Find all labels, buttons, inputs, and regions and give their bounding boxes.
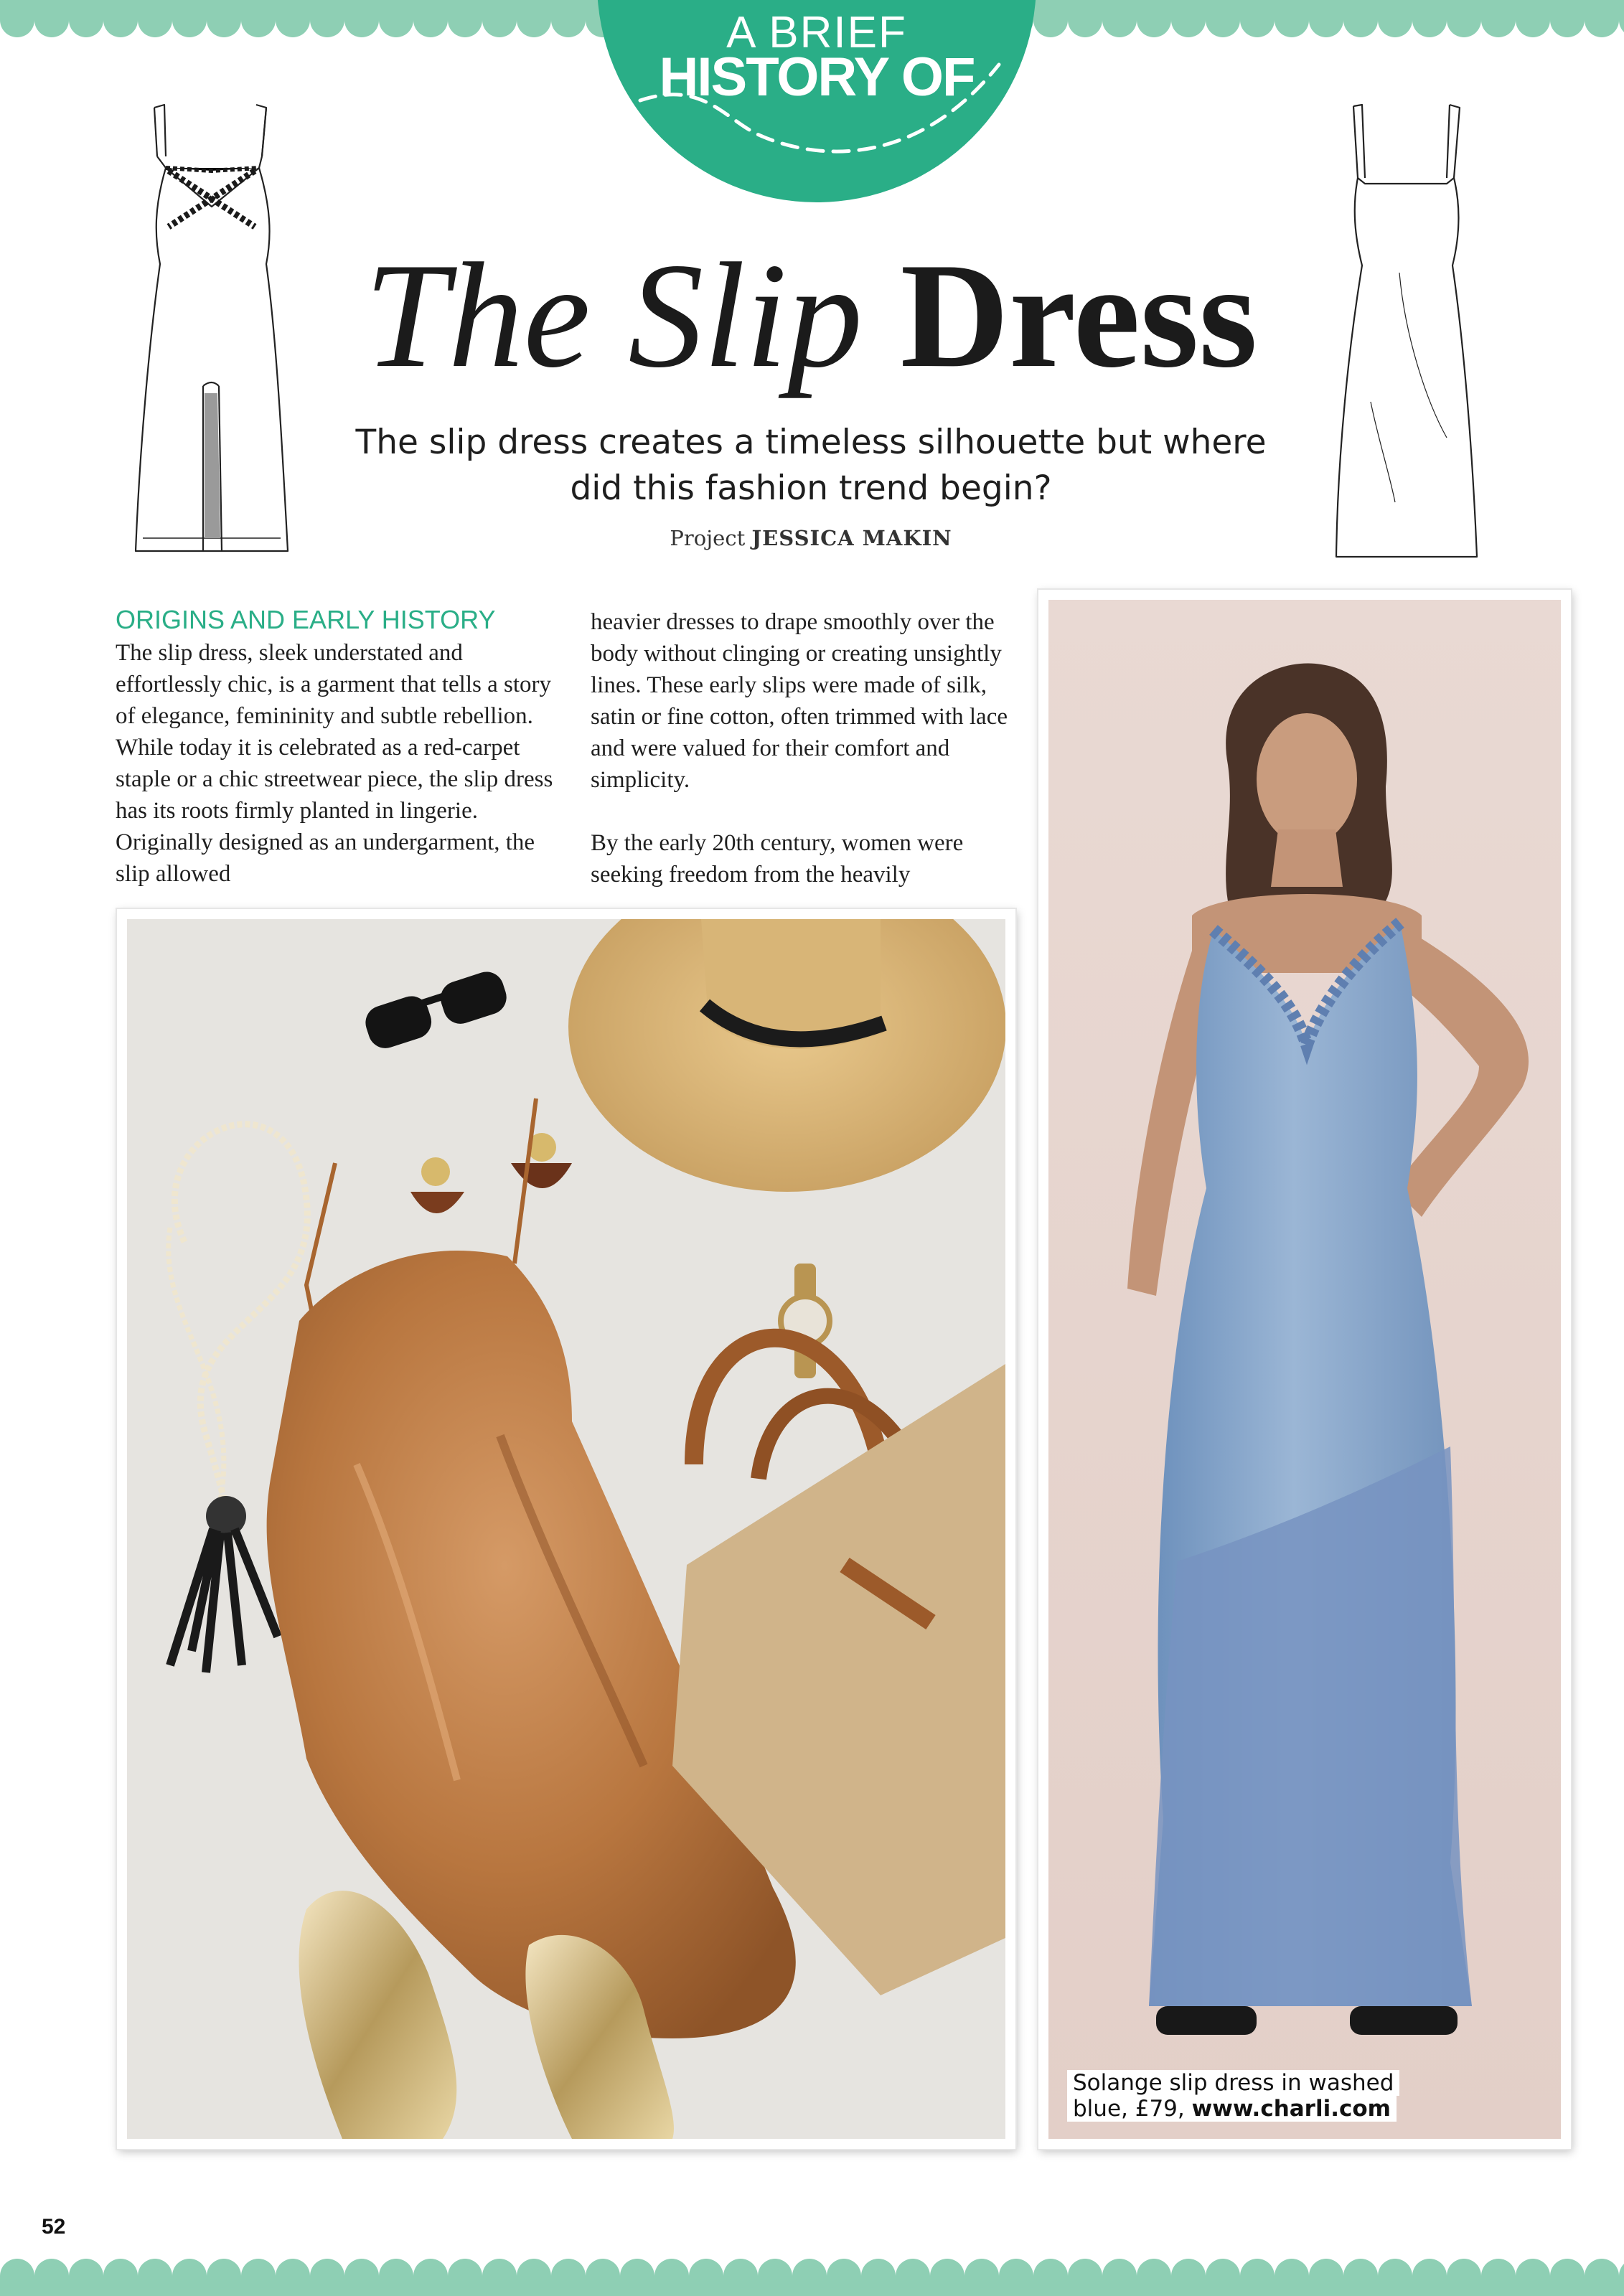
page-number: 52 — [42, 2215, 66, 2239]
caption-price: blue, £79, — [1073, 2096, 1185, 2122]
caption-line-2 — [1067, 2096, 1397, 2122]
body-column-2 — [591, 606, 1021, 890]
caption-website-link[interactable]: www.charli.com — [1191, 2096, 1391, 2122]
badge-line-1: A BRIEF — [726, 8, 907, 57]
body-paragraph: The slip dress, sleek understated and effortlessly chic, is a garment that tells a story of elegance, femininity and subtle rebellion. While today it is celebrated as a red-carpet staple or a chic streetwear piece, the slip dress has its roots firmly planted in lingerie. Originally designed as an undergarment, the slip allowed — [116, 640, 553, 887]
model-photo — [1038, 590, 1571, 2149]
byline — [502, 526, 1120, 550]
section-heading: ORIGINS AND EARLY HISTORY — [116, 605, 496, 634]
byline-label: Project — [670, 526, 746, 550]
model-photo-illustration — [1048, 600, 1561, 2139]
flatlay-photo — [117, 909, 1015, 2149]
series-badge — [597, 0, 1036, 202]
flatlay-photo-illustration — [127, 919, 1005, 2139]
scallop-border-bottom — [0, 2253, 1624, 2296]
slip-dress-sketch-plain — [1320, 100, 1493, 561]
badge-line-2: HISTORY OF — [659, 47, 975, 108]
photo-caption — [1067, 2070, 1399, 2122]
article-title — [287, 232, 1335, 399]
body-paragraph: heavier dresses to drape smoothly over the body without clinging or creating unsightly lines. These early slips were made of silk, satin or fine cotton, often trimmed with lace and were valued for their comfort and simplicity. — [591, 609, 1008, 793]
caption-line-1: Solange slip dress in washed — [1067, 2070, 1399, 2096]
body-paragraph: By the early 20th century, women were seeking freedom from the heavily — [591, 830, 964, 888]
standfirst-line-1: The slip dress creates a timeless silhouette but where — [355, 423, 1267, 462]
title-bold-part: Dress — [900, 232, 1258, 399]
title-italic-part: The Slip — [364, 232, 863, 399]
body-column-1 — [116, 637, 555, 890]
slip-dress-sketch-lace — [126, 99, 298, 560]
byline-name: JESSICA MAKIN — [751, 526, 952, 550]
article-standfirst — [316, 420, 1306, 512]
standfirst-line-2: did this fashion trend begin? — [570, 469, 1052, 508]
